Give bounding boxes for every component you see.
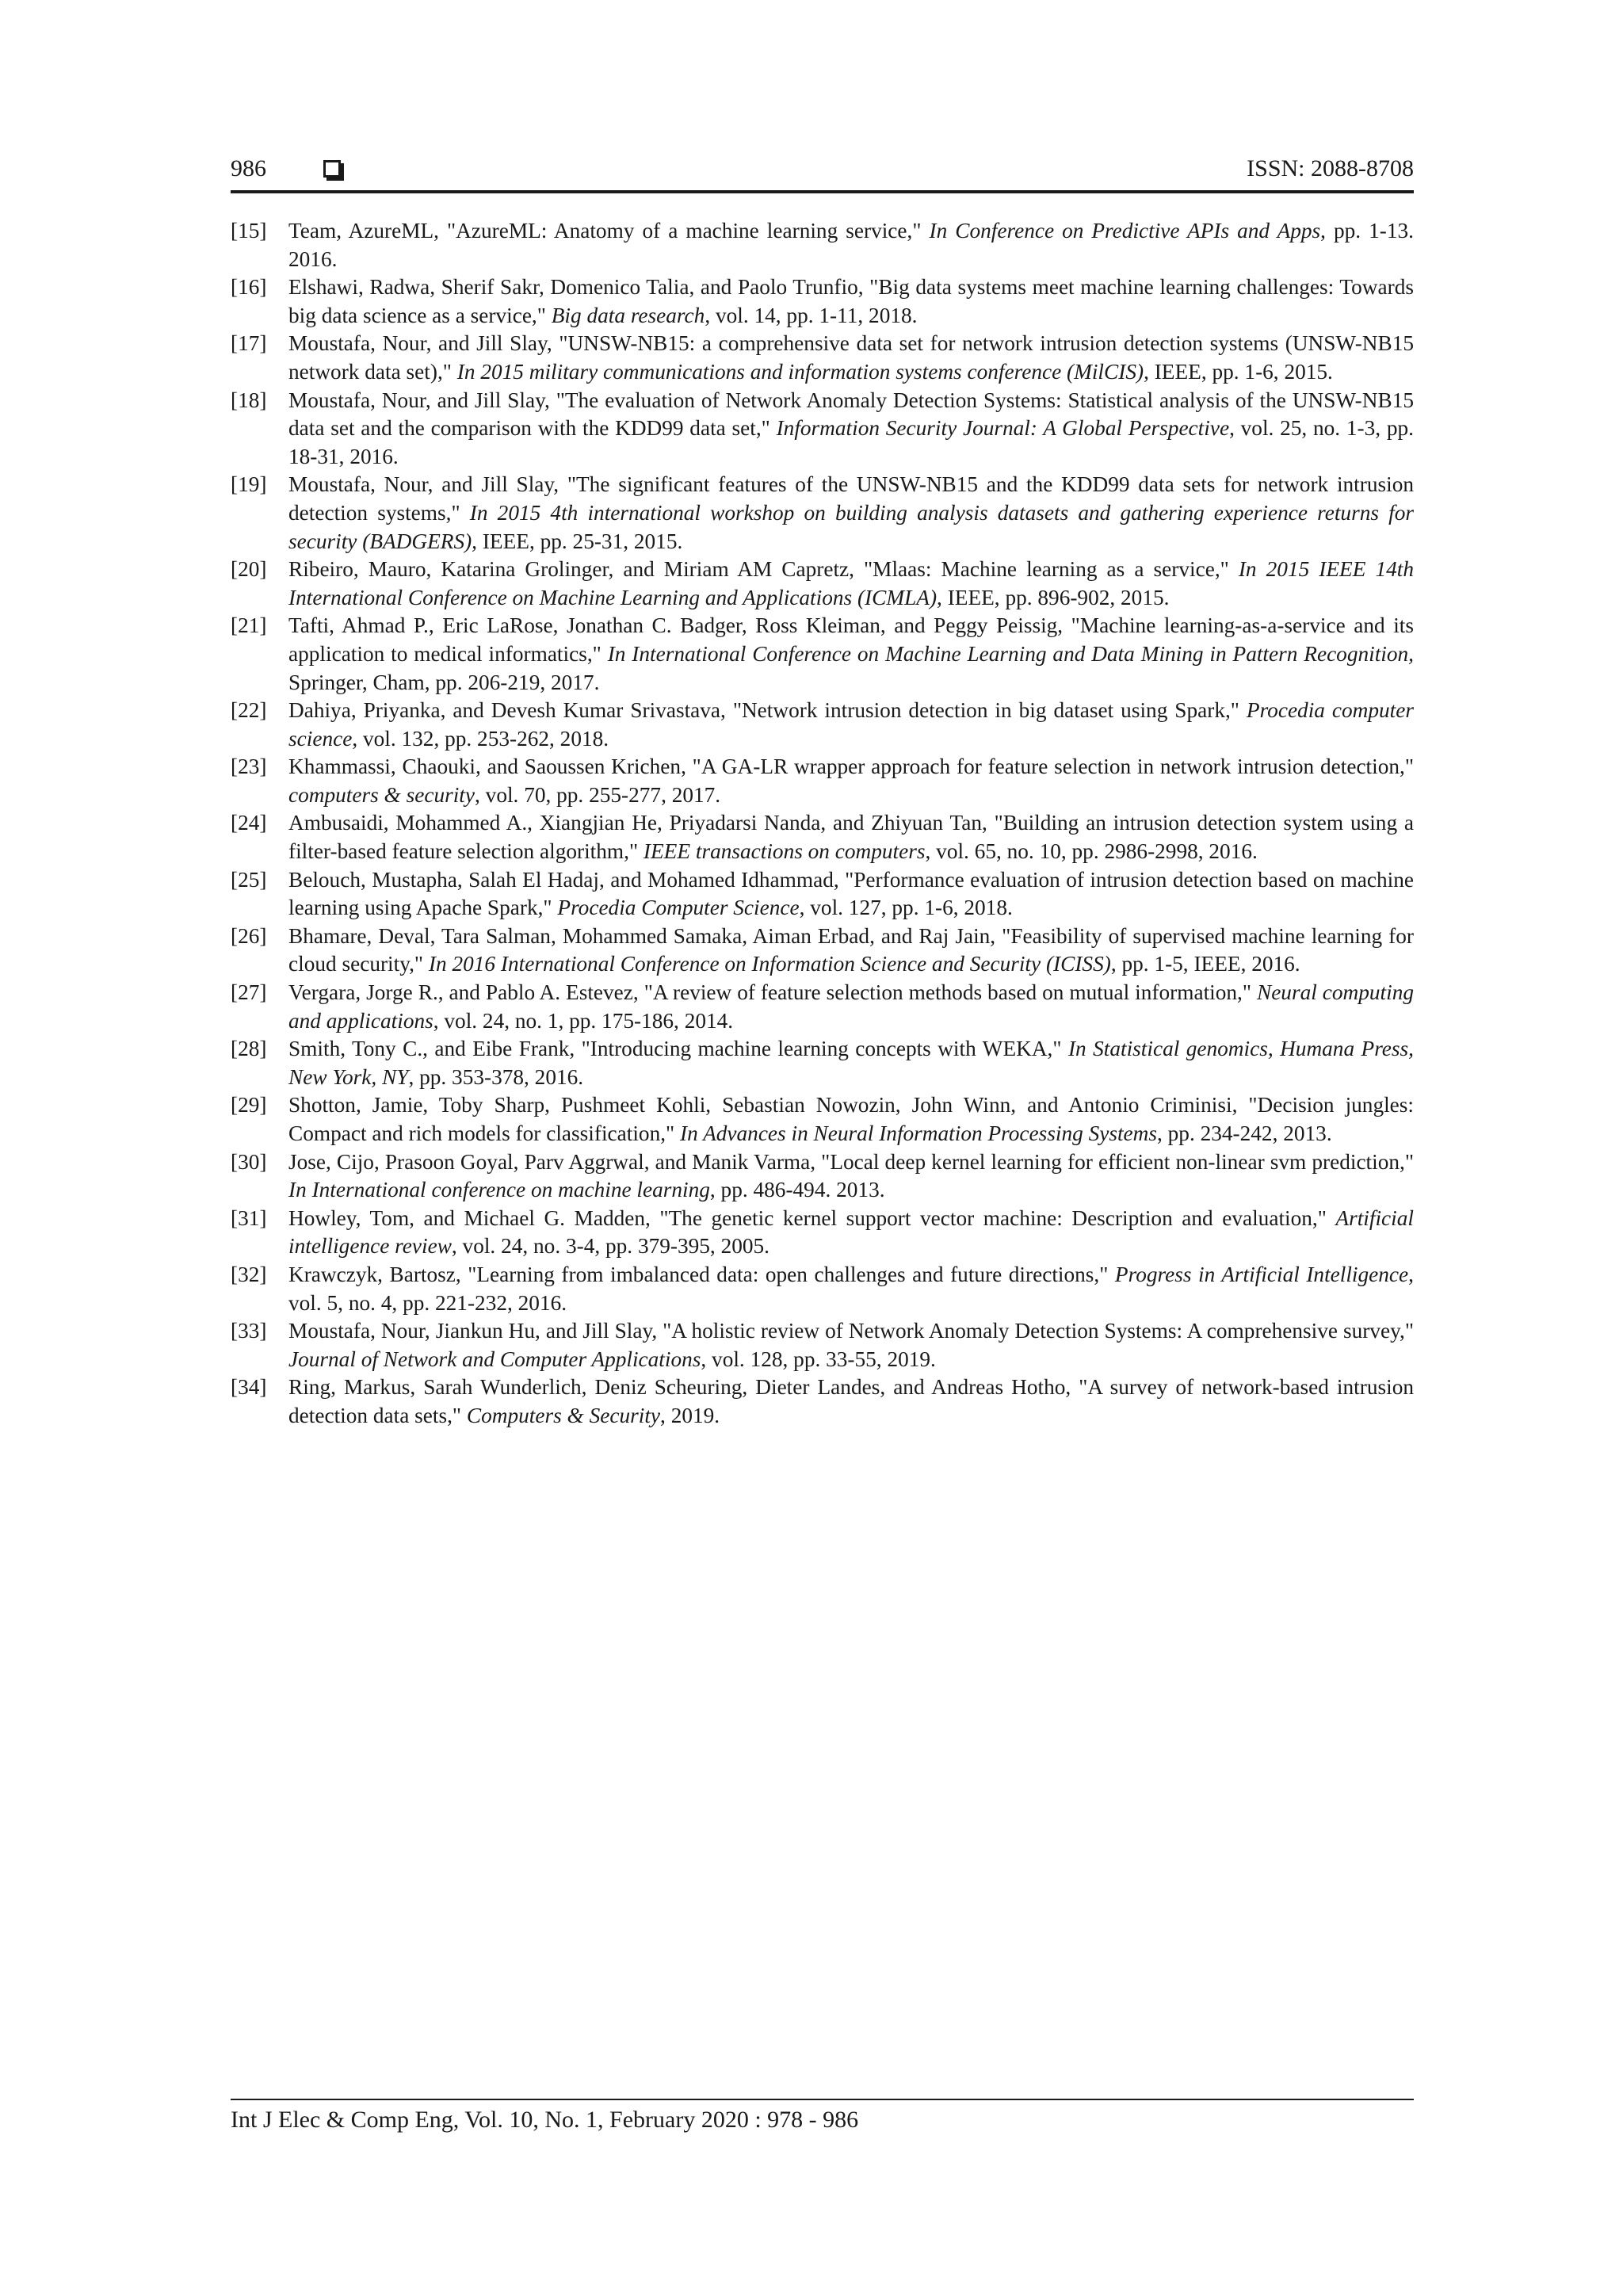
reference-item xyxy=(231,1317,1414,1373)
reference-number: [28] xyxy=(231,1037,267,1061)
reference-number: [33] xyxy=(231,1319,267,1343)
reference-venue: In International Conference on Machine Learning and Data Mining in Pattern Recognition, xyxy=(607,641,1415,666)
page-header xyxy=(231,155,1414,190)
reference-item xyxy=(231,697,1414,753)
reference-number: [24] xyxy=(231,811,267,835)
reference-item xyxy=(231,1148,1414,1205)
reference-number: [16] xyxy=(231,275,267,300)
square-bullet-icon xyxy=(323,160,341,178)
reference-venue: Big data research xyxy=(551,303,705,327)
reference-item xyxy=(231,556,1414,612)
reference-venue: In 2016 International Conference on Information Science and Security (ICISS) xyxy=(428,952,1111,976)
reference-number: [23] xyxy=(231,755,267,779)
reference-number: [31] xyxy=(231,1205,267,1230)
reference-text: Team, AzureML, "AzureML: Anatomy of a machine learning service," In Conference on Predictive APIs and Apps, pp. 1-13. 2016. xyxy=(288,219,1414,271)
page-footer: Int J Elec & Comp Eng, Vol. 10, No. 1, February 2020 : 978 - 986 xyxy=(231,2107,859,2133)
reference-text: Moustafa, Nour, and Jill Slay, "UNSW-NB15: a comprehensive data set for network intrusion detection systems (UNSW-NB15 network data set)," In 2015 military communications and information systems conference (MilCIS), IEEE, pp. 1-6, 2015. xyxy=(288,331,1414,384)
reference-list xyxy=(231,217,1414,1431)
reference-item xyxy=(231,1091,1414,1148)
reference-number: [29] xyxy=(231,1093,267,1117)
reference-item xyxy=(231,923,1414,979)
reference-text: Moustafa, Nour, and Jill Slay, "The significant features of the UNSW-NB15 and the KDD99 data sets for network intrusion detection systems," In 2015 4th international workshop on building analysis datasets and gathering experience returns for security (BADGERS), IEEE, pp. 25-31, 2015. xyxy=(288,472,1414,553)
reference-venue: In 2015 4th international workshop on building analysis datasets and gathering experience returns for security (BADGERS), xyxy=(288,500,1414,553)
reference-number: [30] xyxy=(231,1149,267,1174)
reference-item xyxy=(231,753,1414,809)
reference-text: Smith, Tony C., and Eibe Frank, "Introducing machine learning concepts with WEKA," In Statistical genomics, Humana Press, New York, NY, pp. 353-378, 2016. xyxy=(288,1037,1414,1089)
reference-venue: Artificial intelligence review xyxy=(288,1205,1414,1259)
reference-venue: Procedia computer science xyxy=(288,698,1414,751)
reference-venue: IEEE transactions on computers xyxy=(643,839,926,864)
reference-text: Jose, Cijo, Prasoon Goyal, Parv Aggrwal, and Manik Varma, "Local deep kernel learning for efficient non-linear svm prediction," In International conference on machine learning, pp. 486-494. 2013. xyxy=(288,1149,1414,1202)
footer-divider xyxy=(231,2099,1414,2100)
reference-venue: Computers & Security xyxy=(466,1403,661,1427)
reference-number: [19] xyxy=(231,472,267,497)
reference-text: Howley, Tom, and Michael G. Madden, "The genetic kernel support vector machine: Description and evaluation," Artificial intelligence review, vol. 24, no. 3-4, pp. 379-395, 2005. xyxy=(288,1205,1414,1259)
reference-venue: In Statistical genomics, Humana Press, New York, NY xyxy=(288,1037,1414,1089)
reference-item xyxy=(231,330,1414,386)
reference-item xyxy=(231,273,1414,330)
reference-number: [21] xyxy=(231,613,267,638)
reference-number: [27] xyxy=(231,980,267,1005)
issn: ISSN: 2088-8708 xyxy=(1247,155,1414,181)
reference-number: [32] xyxy=(231,1262,267,1286)
reference-venue: Information Security Journal: A Global Perspective xyxy=(776,416,1230,441)
reference-text: Ambusaidi, Mohammed A., Xiangjian He, Priyadarsi Nanda, and Zhiyuan Tan, "Building an intrusion detection system using a filter-based feature selection algorithm," IEEE transactions on computers, vol. 65, no. 10, pp. 2986-2998, 2016. xyxy=(288,811,1414,864)
reference-number: [26] xyxy=(231,923,267,948)
reference-number: [20] xyxy=(231,557,267,582)
reference-number: [34] xyxy=(231,1375,267,1400)
reference-item xyxy=(231,612,1414,697)
reference-venue: In International conference on machine learning xyxy=(288,1178,710,1202)
reference-text: Vergara, Jorge R., and Pablo A. Estevez, "A review of feature selection methods based on mutual information," Neural computing and applications, vol. 24, no. 1, pp. 175-186, 2014. xyxy=(288,980,1415,1033)
reference-venue: Journal of Network and Computer Applications xyxy=(288,1347,701,1371)
reference-text: Bhamare, Deval, Tara Salman, Mohammed Samaka, Aiman Erbad, and Raj Jain, "Feasibility of supervised machine learning for cloud security," In 2016 International Conference on Information Science and Security (ICISS), pp. 1-5, IEEE, 2016. xyxy=(288,923,1414,976)
reference-venue: computers & security xyxy=(288,782,475,807)
reference-text: Tafti, Ahmad P., Eric LaRose, Jonathan C. Badger, Ross Kleiman, and Peggy Peissig, "Machine learning-as-a-service and its application to medical informatics," In International Conference on Machine Learning and Data Mining in Pattern Recognition, Springer, Cham, pp. 206-219, 2017. xyxy=(288,613,1415,694)
reference-number: [25] xyxy=(231,867,267,892)
reference-venue: In Conference on Predictive APIs and Apps xyxy=(929,219,1321,243)
reference-number: [18] xyxy=(231,388,267,412)
reference-number: [17] xyxy=(231,331,267,356)
reference-item xyxy=(231,1373,1414,1430)
reference-number: [15] xyxy=(231,219,267,243)
reference-text: Krawczyk, Bartosz, "Learning from imbalanced data: open challenges and future directions," Progress in Artificial Intelligence, vol. 5, no. 4, pp. 221-232, 2016. xyxy=(288,1262,1414,1315)
page-number: 986 xyxy=(231,155,266,181)
reference-venue: In Advances in Neural Information Processing Systems xyxy=(680,1121,1157,1145)
reference-item xyxy=(231,809,1414,865)
reference-text: Khammassi, Chaouki, and Saoussen Krichen, "A GA-LR wrapper approach for feature selection in network intrusion detection," computers & security, vol. 70, pp. 255-277, 2017. xyxy=(288,755,1414,807)
reference-venue: Neural computing and applications xyxy=(288,980,1415,1033)
reference-text: Belouch, Mustapha, Salah El Hadaj, and Mohamed Idhammad, "Performance evaluation of intrusion detection based on machine learning using Apache Spark," Procedia Computer Science, vol. 127, pp. 1-6, 2018. xyxy=(288,867,1414,920)
reference-text: Elshawi, Radwa, Sherif Sakr, Domenico Talia, and Paolo Trunfio, "Big data systems meet machine learning challenges: Towards big data science as a service," Big data research, vol. 14, pp. 1-11, 2018. xyxy=(288,275,1414,327)
reference-item xyxy=(231,1205,1414,1261)
reference-text: Dahiya, Priyanka, and Devesh Kumar Srivastava, "Network intrusion detection in big dataset using Spark," Procedia computer science, vol. 132, pp. 253-262, 2018. xyxy=(288,698,1414,751)
reference-text: Moustafa, Nour, and Jill Slay, "The evaluation of Network Anomaly Detection Systems: Statistical analysis of the UNSW-NB15 data set and the comparison with the KDD99 data set," Information Security Journal: A Global Perspective, vol. 25, no. 1-3, pp. 18-31, 2016. xyxy=(288,388,1414,468)
reference-item xyxy=(231,471,1414,556)
reference-venue: Procedia Computer Science xyxy=(557,896,800,920)
reference-venue: Progress in Artificial Intelligence xyxy=(1114,1262,1409,1286)
header-divider xyxy=(231,190,1414,193)
reference-text: Ribeiro, Mauro, Katarina Grolinger, and Miriam AM Capretz, "Mlaas: Machine learning as a service," In 2015 IEEE 14th International Conference on Machine Learning and Applications (ICMLA), IEEE, pp. 896-902, 2015. xyxy=(288,557,1414,609)
reference-item xyxy=(231,979,1414,1035)
reference-venue: In 2015 military communications and information systems conference (MilCIS) xyxy=(456,359,1144,384)
reference-item xyxy=(231,866,1414,923)
reference-number: [22] xyxy=(231,698,267,723)
reference-text: Moustafa, Nour, Jiankun Hu, and Jill Slay, "A holistic review of Network Anomaly Detection Systems: A comprehensive survey," Journal of Network and Computer Applications, vol. 128, pp. 33-55, 2019. xyxy=(288,1319,1414,1371)
reference-item xyxy=(231,1035,1414,1091)
reference-text: Shotton, Jamie, Toby Sharp, Pushmeet Kohli, Sebastian Nowozin, John Winn, and Antonio Criminisi, "Decision jungles: Compact and rich models for classification," In Advances in Neural Information Processing Systems, pp. 234-242, 2013. xyxy=(288,1093,1414,1145)
reference-text: Ring, Markus, Sarah Wunderlich, Deniz Scheuring, Dieter Landes, and Andreas Hotho, "A survey of network-based intrusion detection data sets," Computers & Security, 2019. xyxy=(288,1375,1414,1427)
reference-item xyxy=(231,387,1414,472)
reference-venue: In 2015 IEEE 14th International Conference on Machine Learning and Applications (ICMLA) xyxy=(288,557,1414,609)
reference-item xyxy=(231,1261,1414,1317)
reference-item xyxy=(231,217,1414,273)
